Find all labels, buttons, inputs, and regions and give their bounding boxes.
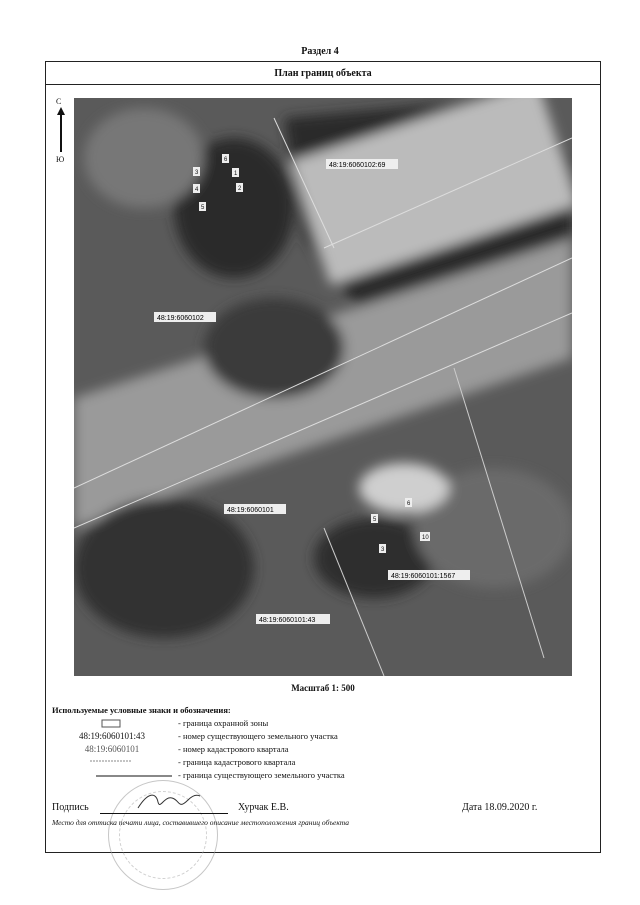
map-label-parcel-2 [388,570,470,580]
handwritten-signature [134,788,204,814]
signature-label: Подпись [52,802,89,813]
plan-header: План границ объекта [46,67,600,85]
svg-text:6: 6 [407,501,411,507]
legend-symbol: 48:19:6060101:43 [78,731,145,741]
section-title: Раздел 4 [301,46,339,57]
legend-item-protection-zone: - граница охранной зоны [52,718,572,729]
svg-text:48:19:6060102:69: 48:19:6060102:69 [329,162,386,169]
legend-title: Используемые условные знаки и обозначения: [52,705,231,715]
map-label-parcel-3 [256,614,330,624]
svg-text:2: 2 [238,186,242,192]
legend-item-parcel-number: 48:19:6060101:43 - номер существующего земельного участка [52,731,572,742]
svg-text:3: 3 [195,170,199,176]
svg-text:3: 3 [381,547,385,553]
svg-text:48:19:6060102: 48:19:6060102 [157,315,204,322]
point-marker [405,498,412,507]
legend-item-quarter-number: 48:19:6060101 - номер кадастрового квартала [52,744,572,755]
arrow-up-icon [52,107,72,182]
map-scale: Масштаб 1: 500 [291,683,355,693]
document-frame [45,61,601,853]
aerial-map [74,98,572,676]
svg-text:4: 4 [195,187,199,193]
point-marker [379,544,386,553]
point-marker [193,167,200,176]
map-label-quarter-2 [224,504,286,514]
svg-text:10: 10 [422,535,429,541]
legend-symbol [52,757,172,768]
point-marker [420,532,430,541]
svg-text:5: 5 [373,517,377,523]
signer-name: Хурчак Е.В. [238,802,289,813]
svg-text:48:19:6060101:1567: 48:19:6060101:1567 [391,573,456,580]
legend-item-parcel-boundary: - граница существующего земельного участка [52,770,572,781]
signature-date: Дата 18.09.2020 г. [462,802,538,813]
legend-symbol: 48:19:6060101 [84,744,140,754]
point-marker [199,202,206,211]
compass-north: С [56,97,62,106]
legend-symbol [52,718,172,729]
map-label-quarter-1 [154,312,216,322]
point-marker [232,168,239,177]
point-marker [236,183,243,192]
point-marker [222,154,229,163]
svg-text:1: 1 [234,171,238,177]
compass-south: Ю [56,155,65,164]
map-label-parcel-1 [326,159,398,169]
svg-text:5: 5 [201,205,205,211]
stamp-note: Место для оттиска печати лица, составившего описание местоположения границ объекта [52,818,350,827]
point-marker [193,184,200,193]
point-marker [371,514,378,523]
legend-item-quarter-boundary: - граница кадастрового квартала [52,757,572,768]
svg-text:48:19:6060101: 48:19:6060101 [227,507,274,514]
compass [52,97,72,172]
legend-symbol [52,770,172,781]
svg-text:48:19:6060101:43: 48:19:6060101:43 [259,617,316,624]
svg-text:6: 6 [224,157,228,163]
signature-row [52,802,592,816]
